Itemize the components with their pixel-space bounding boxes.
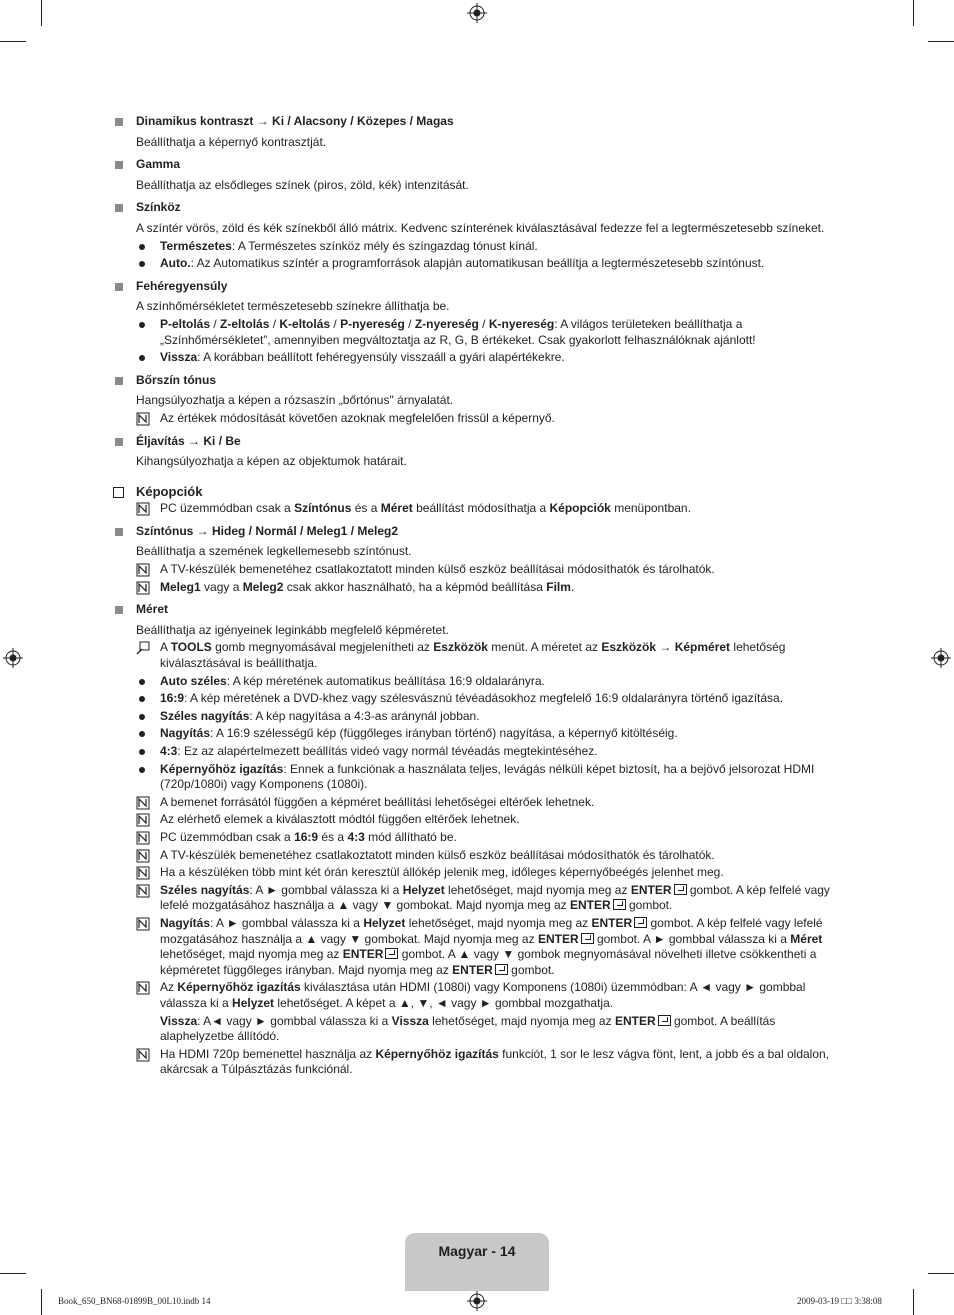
text-run: Film — [546, 579, 571, 594]
text-run: Színtónus → Hideg / Normál / Meleg1 / Meleg2 — [136, 523, 399, 538]
note-item — [112, 501, 852, 517]
text-run: Kihangsúlyozhatja a képen az objektumok határait. — [136, 454, 407, 469]
square-bullet-icon — [115, 606, 123, 614]
text-run: Eszközök → Képméret — [601, 640, 731, 655]
round-bullet-icon — [139, 731, 145, 737]
text-run: Széles nagyítás — [160, 882, 250, 897]
tools-note-item — [112, 640, 852, 671]
registration-mark-icon — [3, 648, 23, 668]
text-run: gombot. A beállítás alaphelyzetbe állítódó. — [160, 1013, 776, 1044]
text-run: Helyzet — [232, 995, 275, 1010]
text-run: TOOLS — [170, 640, 212, 655]
note-item — [112, 848, 852, 864]
text-run: A — [160, 640, 171, 655]
text-run: gombot. A ► gombbal válassza ki a — [593, 931, 791, 946]
print-slug-right: 2009-03-19 □□ 3:38:08 — [797, 1296, 882, 1306]
note-item — [112, 883, 852, 914]
text-run: lehetőséget, majd nyomja meg az — [428, 1013, 615, 1028]
note-item — [112, 980, 852, 1011]
item-heading — [112, 434, 852, 450]
note-icon — [136, 917, 150, 931]
square-bullet-icon — [115, 438, 123, 446]
item-heading — [112, 602, 852, 618]
crop-mark — [41, 0, 42, 26]
enter-icon — [385, 948, 398, 959]
item-description — [112, 135, 852, 151]
page-number-tab — [405, 1233, 549, 1291]
text-run: : A◄ vagy ► gombbal válassza ki a — [197, 1013, 392, 1028]
text-run: Az értékek módosítását követően azoknak megfelelően frissül a képernyő. — [160, 410, 555, 425]
text-run: Képopciók — [549, 501, 611, 516]
note-item — [112, 411, 852, 427]
crop-mark — [0, 41, 26, 42]
bullet-item — [112, 726, 852, 742]
text-run: 4:3 — [347, 829, 365, 844]
note-icon — [136, 412, 150, 426]
item-heading — [112, 200, 852, 216]
text-run: csak akkor használható, ha a képmód beállítása — [283, 579, 547, 594]
square-bullet-icon — [115, 161, 123, 169]
text-run: ENTER — [537, 931, 579, 946]
text-run: Bőrszín tónus — [136, 372, 216, 387]
round-bullet-icon — [139, 767, 145, 773]
round-bullet-icon — [139, 749, 145, 755]
text-run: A színhőmérsékletet természetesebb színekre állíthatja be. — [136, 299, 450, 314]
round-bullet-icon — [139, 261, 145, 267]
text-run: A TV-készülék bemenetéhez csatlakoztatott minden külső eszköz beállításai módosíthatók és tárolhatók. — [160, 847, 715, 862]
text-run: Auto széles — [160, 673, 227, 688]
note-item — [112, 580, 852, 596]
item-description — [112, 178, 852, 194]
text-run: : Az Automatikus színtér a programforrások alapján automatikusan beállítja a legtermészetesebb színtónust. — [190, 256, 765, 271]
enter-icon — [581, 933, 594, 944]
text-run: Fehéregyensúly — [136, 278, 228, 293]
text-run: ENTER — [614, 1013, 656, 1028]
note-icon — [136, 981, 150, 995]
text-run: vagy a — [200, 579, 243, 594]
text-run: Képernyőhöz igazítás — [160, 761, 284, 776]
text-run: / — [330, 316, 341, 331]
text-run: 4:3 — [160, 744, 178, 758]
text-run: mód állítható be. — [364, 829, 457, 844]
note-item — [112, 795, 852, 811]
text-run: PC üzemmódban csak a — [160, 829, 295, 844]
bullet-item — [112, 239, 852, 255]
crop-mark — [913, 0, 914, 26]
enter-icon — [658, 1015, 671, 1026]
text-run: Hangsúlyozhatja a képen a rózsaszín „bőrtónus" árnyalatát. — [136, 393, 454, 408]
square-bullet-icon — [115, 283, 123, 291]
text-run: Képopciók — [136, 483, 203, 499]
square-bullet-icon — [115, 377, 123, 385]
text-run: Méret — [136, 602, 169, 617]
note-icon — [136, 813, 150, 827]
note-icon — [136, 884, 150, 898]
registration-mark-icon — [931, 648, 951, 668]
round-bullet-icon — [139, 714, 145, 720]
manual-content — [112, 108, 852, 1078]
round-bullet-icon — [139, 244, 145, 250]
text-run: : A kép méretének automatikus beállítása 16:9 oldalarányra. — [226, 673, 545, 688]
text-run: ENTER — [591, 915, 633, 930]
item-description — [112, 623, 852, 639]
bullet-item — [112, 674, 852, 690]
section-title — [112, 484, 852, 500]
text-run: gombot. A kép felfelé vagy lefelé mozgatásához használja a ▲ vagy ▼ gombokat. Majd nyomja meg az — [160, 915, 823, 946]
item-description — [112, 454, 852, 470]
text-run: ENTER — [569, 898, 611, 913]
text-run: gombot. — [625, 898, 673, 913]
text-run: Széles nagyítás — [160, 708, 250, 723]
text-run: lehetőséget, majd nyomja meg az — [160, 947, 343, 962]
text-run: : Ez az alapértelmezett beállítás videó vagy normál tévéadás megtekintéséhez. — [177, 744, 598, 758]
text-run: / — [404, 316, 415, 331]
text-run: ENTER — [342, 947, 384, 962]
text-run: / — [269, 316, 280, 331]
note-icon — [136, 581, 150, 595]
text-run: beállítást módosíthatja a — [412, 501, 550, 516]
text-run: Képernyőhöz igazítás — [177, 980, 301, 995]
checkbox-bullet-icon — [113, 487, 124, 498]
registration-mark-icon — [467, 1291, 487, 1311]
text-run: menüpontban. — [610, 501, 691, 516]
round-bullet-icon — [139, 322, 145, 328]
text-run: A bemenet forrásától függően a képméret beállítási lehetőségei eltérőek lehetnek. — [160, 794, 595, 809]
round-bullet-icon — [139, 679, 145, 685]
item-heading — [112, 114, 852, 130]
text-run: . — [570, 579, 575, 594]
item-description — [112, 393, 852, 409]
registration-mark-icon — [467, 3, 487, 23]
note-item — [112, 562, 852, 578]
enter-icon — [613, 899, 626, 910]
text-run: gombot. A ▲ vagy ▼ gombok megnyomásával növelheti illetve csökkentheti a képméretet függőleges irányban. Majd nyomja meg az — [160, 947, 817, 977]
item-heading — [112, 157, 852, 173]
text-run: Nagyítás — [160, 915, 211, 930]
text-run: ENTER — [630, 882, 672, 897]
text-run: Éljavítás → Ki / Be — [136, 433, 241, 448]
text-run: Meleg2 — [242, 579, 284, 594]
note-item — [112, 865, 852, 881]
text-run: Vissza — [160, 1013, 198, 1028]
text-run: Az elérhető elemek a kiválasztott módtól függően eltérőek lehetnek. — [160, 812, 520, 827]
text-run: Vissza — [160, 350, 198, 365]
text-run: Meleg1 — [160, 579, 201, 594]
text-run: Beállíthatja az igényeinek leginkább megfelelő képméretet. — [136, 622, 449, 637]
text-run: Helyzet — [363, 915, 406, 930]
text-run: Gamma — [136, 157, 181, 172]
item-heading — [112, 279, 852, 295]
text-run: ENTER — [452, 962, 493, 977]
item-description — [112, 221, 852, 237]
text-run: gombot. — [507, 962, 555, 977]
text-run: Z-eltolás — [220, 316, 270, 331]
text-run: lehetőség kiválasztásával is beállíthatja. — [160, 640, 786, 671]
enter-icon — [634, 917, 647, 928]
text-run: gomb megnyomásával megjelenítheti az — [211, 640, 434, 655]
text-run: A színtér vörös, zöld és kék színekből álló mátrix. Kedvenc színterének kiválasztásával fedezze fel a legtermészetesebb színeket. — [136, 220, 825, 235]
crop-mark — [928, 41, 954, 42]
text-run: Természetes — [160, 238, 232, 253]
print-slug-left: Book_650_BN68-01899B_00L10.indb 14 — [58, 1296, 211, 1306]
text-run: és a — [318, 829, 348, 844]
bullet-item — [112, 350, 852, 366]
bullet-item — [112, 762, 852, 793]
text-run: P-nyereség — [340, 316, 405, 331]
text-run: Vissza — [391, 1013, 429, 1028]
note-icon — [136, 502, 150, 516]
text-run: Ha HDMI 720p bemenettel használja az — [160, 1046, 376, 1061]
note-icon — [136, 563, 150, 577]
enter-icon — [674, 884, 687, 895]
text-run: : A ► gombbal válassza ki a — [249, 882, 403, 897]
square-bullet-icon — [115, 118, 123, 126]
text-run: PC üzemmódban csak a — [160, 501, 295, 516]
crop-mark — [913, 1289, 914, 1315]
text-run: Méret — [790, 931, 823, 946]
text-run: : A ► gombbal válassza ki a — [210, 915, 364, 930]
note-icon — [136, 849, 150, 863]
text-run: lehetőséget. A képet a ▲, ▼, ◄ vagy ► gombbal mozgathatja. — [274, 995, 614, 1010]
text-run: : A Természetes színköz mély és színgazdag tónust kínál. — [231, 238, 538, 253]
note-icon — [136, 866, 150, 880]
text-run: Z-nyereség — [414, 316, 479, 331]
text-run: Eszközök — [433, 640, 488, 655]
text-run: : A kép méretének a DVD-khez vagy szélesvásznú tévéadásokhoz megfelelő 16:9 oldalarányra történő igazítása. — [184, 691, 784, 706]
text-run: P-eltolás — [160, 316, 211, 331]
crop-mark — [928, 1273, 954, 1274]
text-run: K-eltolás — [279, 316, 331, 331]
text-run: Színköz — [136, 200, 181, 215]
enter-icon — [495, 964, 508, 975]
text-run: / — [210, 316, 221, 331]
text-run: lehetőséget, majd nyomja meg az — [405, 915, 592, 930]
round-bullet-icon — [139, 696, 145, 702]
text-run: Ha a készüléken több mint két órán keresztül állókép jelenik meg, időleges képernyőbeégés jelenhet meg. — [160, 865, 724, 880]
note-item — [112, 830, 852, 846]
bullet-item — [112, 317, 852, 348]
text-run: menüt. A méretet az — [487, 640, 602, 655]
bullet-item — [112, 709, 852, 725]
note-item — [112, 1047, 852, 1078]
text-run: Helyzet — [402, 882, 445, 897]
text-run: Méret — [380, 501, 413, 516]
text-run: Beállíthatja a szemének legkellemesebb színtónust. — [136, 544, 412, 559]
text-run: Beállíthatja az elsődleges színek (piros, zöld, kék) intenzitását. — [136, 177, 469, 192]
text-run: Auto. — [160, 256, 191, 271]
tools-icon — [136, 641, 150, 655]
text-run: : A világos területeken beállíthatja a „Színhőmérsékletet”, amennyiben megváltoztatja az R, G, B értékeket. Csak gyakorlott felhasználóknak ajánlott! — [160, 316, 756, 347]
text-run: A TV-készülék bemenetéhez csatlakoztatott minden külső eszköz beállításai módosíthatók és tárolhatók. — [160, 562, 715, 577]
note-icon — [136, 831, 150, 845]
crop-mark — [41, 1289, 42, 1315]
text-run: : A korábban beállított fehéregyensúly visszaáll a gyári alapértékekre. — [197, 350, 565, 365]
page-number-label: Magyar - 14 — [438, 1243, 516, 1259]
bullet-item — [112, 256, 852, 272]
text-run: lehetőséget, majd nyomja meg az — [444, 882, 631, 897]
text-run: Színtónus — [294, 501, 352, 516]
text-run: 16:9 — [160, 691, 185, 706]
item-description — [112, 544, 852, 560]
text-run: Dinamikus kontraszt → Ki / Alacsony / Közepes / Magas — [136, 114, 454, 128]
text-run: gombot. A kép felfelé vagy lefelé mozgatásához használja a ▲ vagy ▼ gombokat. Majd nyomja meg az — [160, 882, 830, 913]
note-item — [112, 916, 852, 978]
item-description — [112, 299, 852, 315]
note-icon — [136, 796, 150, 810]
crop-mark — [0, 1273, 26, 1274]
text-run: Képernyőhöz igazítás — [375, 1046, 499, 1061]
item-heading — [112, 524, 852, 540]
text-run: : Ennek a funkciónak a használata teljes, levágás nélküli képet biztosít, ha a bejövő jelsorozat HDMI (720p/1080i) vagy Komponens (1080i). — [160, 761, 815, 792]
round-bullet-icon — [139, 355, 145, 361]
note-item — [112, 812, 852, 828]
square-bullet-icon — [115, 528, 123, 536]
text-run: funkciót, 1 sor le lesz vágva fönt, lent, a jobb és a bal oldalon, akárcsak a Túlpásztázás funkciónál. — [160, 1046, 830, 1077]
text-run: : A 16:9 szélességű kép (függőleges irányban történő) nagyítása, a képernyő kitöltéséig. — [210, 726, 678, 741]
text-run: kiválasztása után HDMI (1080i) vagy Komponens (1080i) üzemmódban: A ◄ vagy ► gombbal válassza ki a — [160, 980, 806, 1010]
text-run: : A kép nagyítása a 4:3-as aránynál jobban. — [249, 708, 480, 723]
text-run: / — [478, 316, 489, 331]
square-bullet-icon — [115, 204, 123, 212]
bullet-item — [112, 691, 852, 707]
text-run: Beállíthatja a képernyő kontrasztját. — [136, 134, 327, 149]
note-icon — [136, 1048, 150, 1062]
text-run: Az — [160, 980, 178, 995]
text-run: 16:9 — [294, 829, 319, 844]
text-run: és a — [351, 501, 381, 516]
bullet-item — [112, 744, 852, 760]
note-continuation — [112, 1014, 852, 1045]
item-heading — [112, 373, 852, 389]
text-run: K-nyereség — [488, 316, 555, 331]
text-run: Nagyítás — [160, 726, 211, 741]
